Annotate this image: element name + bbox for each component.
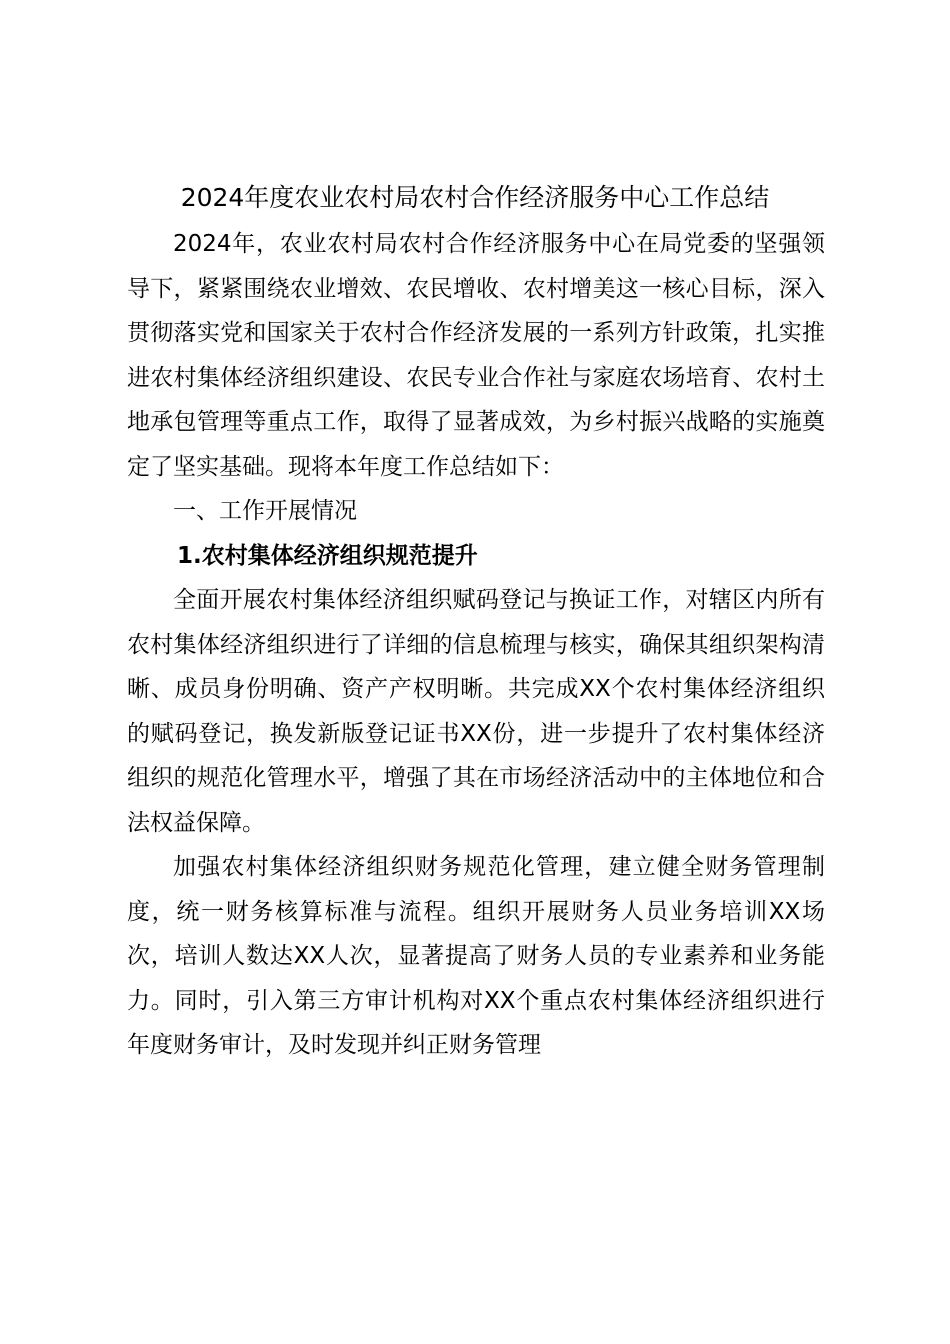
intro-paragraph: 2024年，农业农村局农村合作经济服务中心在局党委的坚强领导下，紧紧围绕农业增效、农民增收、农村增美这一核心目标，深入贯彻落实党和国家关于农村合作经济发展的一系列方针政策，扎实推进农村集体经济组织建设、农民专业合作社与家庭农场培育、农村土地承包管理等重点工作，取得了显著成效，为乡村振兴战略的实施奠定了坚实基础。现将本年度工作总结如下： <box>127 231 825 480</box>
body-paragraph-finance: 加强农村集体经济组织财务规范化管理，建立健全财务管理制度，统一财务核算标准与流程。组织开展财务人员业务培训XX场次，培训人数达XX人次，显著提高了财务人员的专业素养和业务能力。同时，引入第三方审计机构对XX个重点农村集体经济组织进行年度财务审计，及时发现并纠正财务管理 <box>127 854 825 1058</box>
document-body <box>127 222 825 1068</box>
body-paragraph-registration: 全面开展农村集体经济组织赋码登记与换证工作，对辖区内所有农村集体经济组织进行了详细的信息梳理与核实，确保其组织架构清晰、成员身份明确、资产产权明晰。共完成XX个农村集体经济组织的赋码登记，换发新版登记证书XX份，进一步提升了农村集体经济组织的规范化管理水平，增强了其在市场经济活动中的主体地位和合法权益保障。 <box>127 587 825 836</box>
subsection-heading-collective-economy: 1.农村集体经济组织规范提升 <box>177 542 478 569</box>
document-title: 2024年度农业农村局农村合作经济服务中心工作总结 <box>180 183 770 212</box>
section-heading-work-progress: 一、工作开展情况 <box>173 498 357 524</box>
